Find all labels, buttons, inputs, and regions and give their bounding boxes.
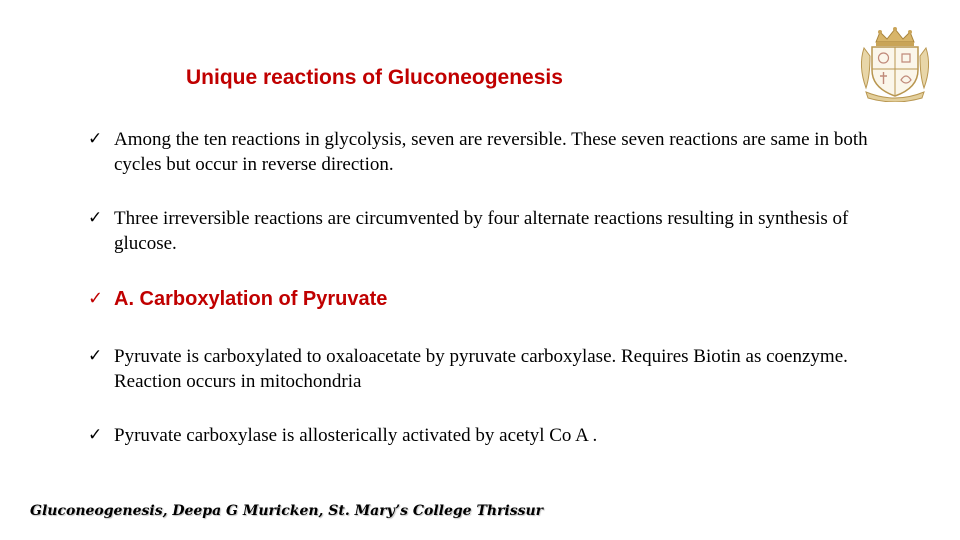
section-heading-text: A. Carboxylation of Pyruvate [114,288,388,310]
checkmark-icon: ✓ [88,208,103,228]
section-heading [88,285,888,313]
list-item [88,344,888,394]
bullet-text: Three irreversible reactions are circumvented by four alternate reactions resulting in synthesis of glucose. [114,208,849,254]
bullet-text: Pyruvate carboxylase is allosterically activated by acetyl Co A . [114,425,598,446]
slide-title: Unique reactions of Gluconeogenesis [186,66,563,89]
list-item [88,423,888,448]
checkmark-icon: ✓ [88,129,103,149]
college-crest-icon [856,26,934,102]
list-item [88,206,888,256]
bullet-text: Among the ten reactions in glycolysis, seven are reversible. These seven reactions are same in both cycles but occur in reverse direction. [114,129,868,175]
checkmark-icon: ✓ [88,425,103,445]
bullet-text: Pyruvate is carboxylated to oxaloacetate by pyruvate carboxylase. Requires Biotin as coenzyme. Reaction occurs in mitochondria [114,346,848,392]
checkmark-icon: ✓ [88,288,104,309]
slide-footer: Gluconeogenesis, Deepa G Muricken, St. Mary’s College Thrissur [30,503,544,519]
list-item [88,127,888,177]
checkmark-icon: ✓ [88,346,103,366]
